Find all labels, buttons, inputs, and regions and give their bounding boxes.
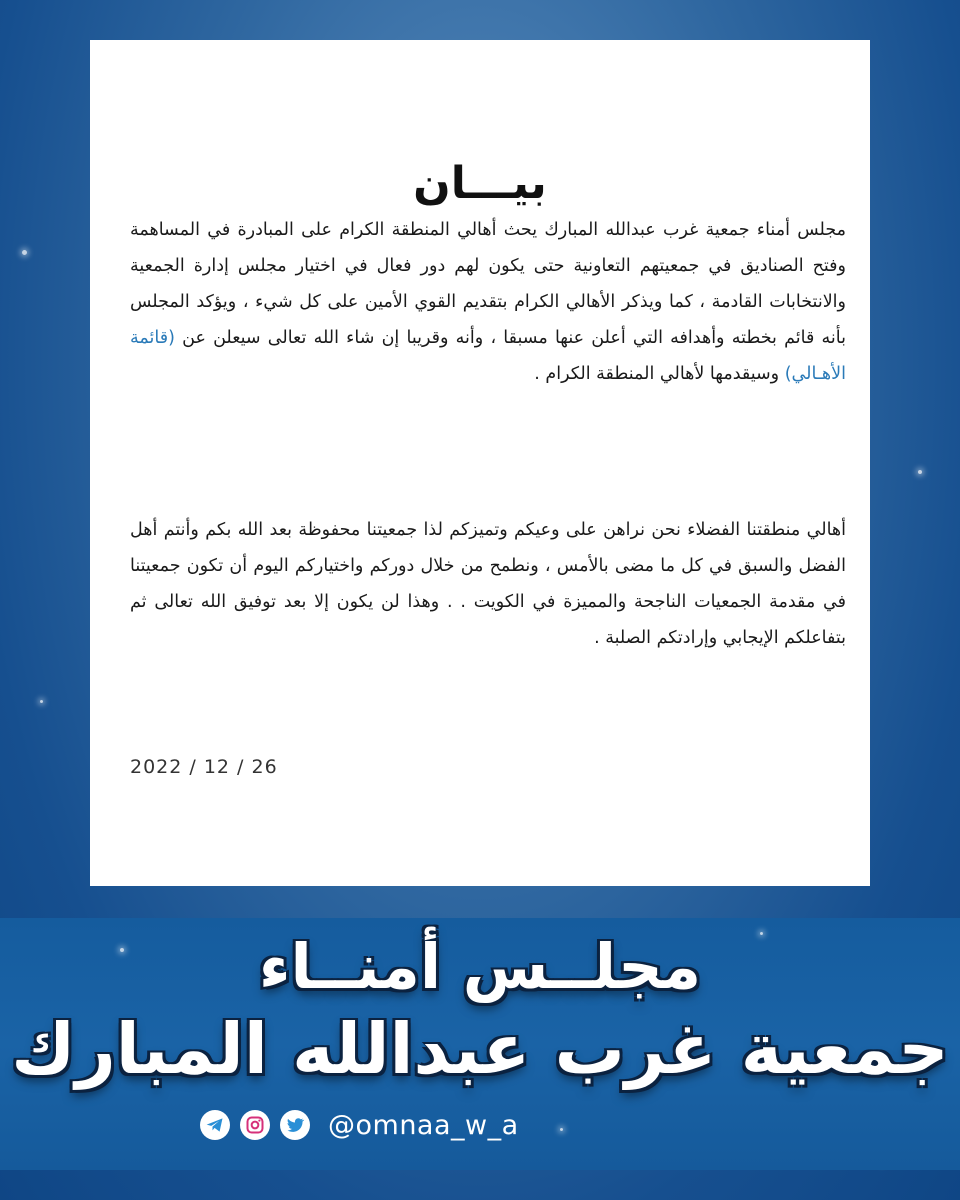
statement-card [90, 40, 870, 886]
statement-date: 2022 / 12 / 26 [130, 756, 278, 778]
sparkle-decoration [22, 250, 27, 255]
footer-banner [0, 918, 960, 1170]
banner-title-line-2: جمعية غرب عبدالله المبارك [11, 1008, 949, 1090]
telegram-icon[interactable] [200, 1110, 230, 1140]
sparkle-decoration [560, 1128, 563, 1131]
social-bar [200, 1108, 519, 1142]
statement-paragraph-1 [130, 212, 846, 392]
instagram-icon[interactable] [240, 1110, 270, 1140]
statement-paragraph-2: أهالي منطقتنا الفضلاء نحن نراهن على وعيكم وتميزكم لذا جمعيتنا محفوظة بعد الله بكم وأنتم أهل الفضل والسبق في كل ما مضى بالأمس ، ونطمح من خلال دوركم واختياركم اليوم أن تكون جمعيتنا في مقدمة الجمعيات الناجحة والمميزة في الكويت . . وهذا لن يكون إلا بعد توفيق الله تعالى ثم بتفاعلكم الإيجابي وإرادتكم الصلبة . [130, 520, 846, 648]
sparkle-decoration [918, 470, 922, 474]
social-handle[interactable]: @omnaa_w_a [328, 1109, 519, 1141]
banner-title-line-1: مجلــس أمنــاء [258, 930, 702, 1003]
statement-title: بيـــان [413, 158, 547, 209]
paragraph-1-text: مجلس أمناء جمعية غرب عبدالله المبارك يحث أهالي المنطقة الكرام على المبادرة في المساهمة وفتح الصناديق في جمعيتهم التعاونية حتى يكون لهم دور فعال في اختيار مجلس إدارة الجمعية والانتخابات القادمة ، كما ويذكر الأهالي الكرام بتقديم القوي الأمين على كل شيء ، ويؤكد المجلس بأنه قائم بخطته وأهدافه التي أعلن عنها مسبقا ، وأنه وقريبا إن شاء الله تعالى سيعلن عن [130, 220, 846, 348]
paragraph-1-end: وسيقدمها لأهالي المنطقة الكرام . [534, 364, 780, 384]
residents-list-highlight: (قائمة الأهـالي) [130, 328, 846, 384]
sparkle-decoration [40, 700, 43, 703]
twitter-icon[interactable] [280, 1110, 310, 1140]
